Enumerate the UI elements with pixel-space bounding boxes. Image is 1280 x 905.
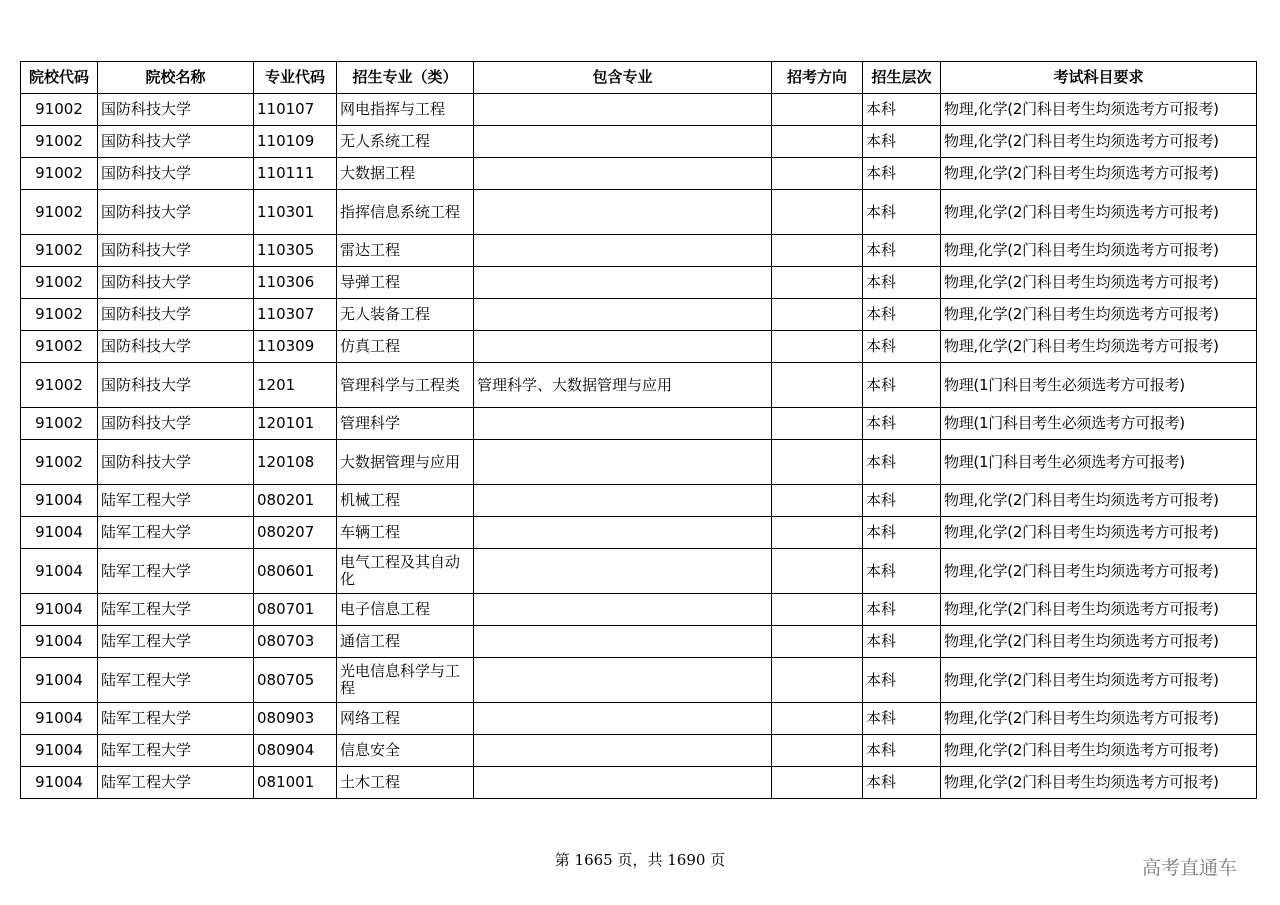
- table-row: [21, 408, 1257, 440]
- cell-included-majors: [474, 735, 772, 767]
- cell-major-name: 指挥信息系统工程: [337, 190, 474, 235]
- cell-direction: [772, 735, 863, 767]
- cell-included-majors: [474, 126, 772, 158]
- cell-school-name: 国防科技大学: [98, 408, 254, 440]
- cell-major-code: 080705: [254, 658, 337, 703]
- cell-school-code: 91002: [21, 267, 98, 299]
- cell-direction: [772, 594, 863, 626]
- cell-major-code: 120108: [254, 440, 337, 485]
- cell-subject-requirements: 物理,化学(2门科目考生均须选考方可报考): [941, 94, 1257, 126]
- cell-major-code: 110309: [254, 331, 337, 363]
- cell-school-code: 91002: [21, 363, 98, 408]
- cell-school-code: 91002: [21, 94, 98, 126]
- cell-major-code: 080601: [254, 549, 337, 594]
- cell-subject-requirements: 物理,化学(2门科目考生均须选考方可报考): [941, 299, 1257, 331]
- cell-direction: [772, 331, 863, 363]
- enrollment-table: [20, 61, 1257, 799]
- cell-included-majors: [474, 94, 772, 126]
- cell-major-name: 仿真工程: [337, 331, 474, 363]
- cell-major-code: 110109: [254, 126, 337, 158]
- table-row: [21, 331, 1257, 363]
- cell-included-majors: [474, 594, 772, 626]
- cell-included-majors: [474, 158, 772, 190]
- cell-subject-requirements: 物理,化学(2门科目考生均须选考方可报考): [941, 126, 1257, 158]
- cell-major-name: 大数据管理与应用: [337, 440, 474, 485]
- cell-level: 本科: [863, 735, 941, 767]
- cell-level: 本科: [863, 190, 941, 235]
- header-subject-requirements: 考试科目要求: [941, 62, 1257, 94]
- cell-major-name: 管理科学与工程类: [337, 363, 474, 408]
- cell-subject-requirements: 物理,化学(2门科目考生均须选考方可报考): [941, 331, 1257, 363]
- cell-school-code: 91002: [21, 408, 98, 440]
- cell-school-name: 国防科技大学: [98, 126, 254, 158]
- cell-direction: [772, 267, 863, 299]
- cell-level: 本科: [863, 703, 941, 735]
- cell-direction: [772, 235, 863, 267]
- cell-level: 本科: [863, 299, 941, 331]
- cell-school-name: 国防科技大学: [98, 235, 254, 267]
- cell-level: 本科: [863, 440, 941, 485]
- cell-school-code: 91004: [21, 703, 98, 735]
- cell-major-name: 雷达工程: [337, 235, 474, 267]
- cell-subject-requirements: 物理,化学(2门科目考生均须选考方可报考): [941, 267, 1257, 299]
- cell-major-name: 车辆工程: [337, 517, 474, 549]
- cell-direction: [772, 363, 863, 408]
- cell-level: 本科: [863, 658, 941, 703]
- table-row: [21, 363, 1257, 408]
- table-header-row: [21, 62, 1257, 94]
- cell-included-majors: [474, 235, 772, 267]
- cell-level: 本科: [863, 408, 941, 440]
- cell-school-code: 91002: [21, 190, 98, 235]
- table-row: [21, 126, 1257, 158]
- header-direction: 招考方向: [772, 62, 863, 94]
- cell-subject-requirements: 物理,化学(2门科目考生均须选考方可报考): [941, 235, 1257, 267]
- cell-major-code: 110111: [254, 158, 337, 190]
- cell-major-name: 电气工程及其自动化: [337, 549, 474, 594]
- cell-major-code: 110305: [254, 235, 337, 267]
- cell-school-name: 陆军工程大学: [98, 485, 254, 517]
- cell-direction: [772, 703, 863, 735]
- cell-direction: [772, 190, 863, 235]
- cell-major-name: 无人装备工程: [337, 299, 474, 331]
- table-row: [21, 767, 1257, 799]
- cell-major-code: 110306: [254, 267, 337, 299]
- cell-direction: [772, 658, 863, 703]
- table-row: [21, 549, 1257, 594]
- cell-level: 本科: [863, 485, 941, 517]
- cell-school-name: 国防科技大学: [98, 440, 254, 485]
- cell-included-majors: [474, 626, 772, 658]
- table-row: [21, 235, 1257, 267]
- cell-level: 本科: [863, 158, 941, 190]
- cell-school-name: 国防科技大学: [98, 94, 254, 126]
- cell-level: 本科: [863, 267, 941, 299]
- cell-included-majors: [474, 190, 772, 235]
- table-row: [21, 658, 1257, 703]
- cell-school-code: 91004: [21, 735, 98, 767]
- cell-direction: [772, 408, 863, 440]
- cell-school-code: 91002: [21, 126, 98, 158]
- cell-included-majors: [474, 485, 772, 517]
- cell-major-code: 080903: [254, 703, 337, 735]
- cell-direction: [772, 549, 863, 594]
- cell-included-majors: [474, 703, 772, 735]
- cell-level: 本科: [863, 767, 941, 799]
- cell-included-majors: [474, 517, 772, 549]
- cell-major-code: 081001: [254, 767, 337, 799]
- table-row: [21, 485, 1257, 517]
- cell-included-majors: [474, 331, 772, 363]
- header-included-majors: 包含专业: [474, 62, 772, 94]
- cell-school-name: 国防科技大学: [98, 158, 254, 190]
- cell-level: 本科: [863, 126, 941, 158]
- cell-level: 本科: [863, 594, 941, 626]
- cell-school-name: 陆军工程大学: [98, 517, 254, 549]
- table-row: [21, 626, 1257, 658]
- cell-school-code: 91004: [21, 767, 98, 799]
- cell-subject-requirements: 物理,化学(2门科目考生均须选考方可报考): [941, 594, 1257, 626]
- cell-major-name: 网络工程: [337, 703, 474, 735]
- cell-school-name: 国防科技大学: [98, 190, 254, 235]
- cell-direction: [772, 767, 863, 799]
- cell-major-code: 110307: [254, 299, 337, 331]
- cell-level: 本科: [863, 626, 941, 658]
- cell-subject-requirements: 物理(1门科目考生必须选考方可报考): [941, 440, 1257, 485]
- header-school-name: 院校名称: [98, 62, 254, 94]
- watermark-text: 高考直通车: [1142, 857, 1238, 879]
- cell-major-name: 导弹工程: [337, 267, 474, 299]
- cell-school-code: 91002: [21, 440, 98, 485]
- cell-level: 本科: [863, 235, 941, 267]
- cell-included-majors: [474, 299, 772, 331]
- cell-school-name: 陆军工程大学: [98, 767, 254, 799]
- cell-included-majors: [474, 549, 772, 594]
- cell-subject-requirements: 物理,化学(2门科目考生均须选考方可报考): [941, 735, 1257, 767]
- cell-major-code: 080207: [254, 517, 337, 549]
- cell-major-code: 080904: [254, 735, 337, 767]
- cell-included-majors: [474, 658, 772, 703]
- cell-major-name: 管理科学: [337, 408, 474, 440]
- header-major-name: 招生专业（类）: [337, 62, 474, 94]
- cell-major-code: 120101: [254, 408, 337, 440]
- cell-level: 本科: [863, 549, 941, 594]
- table-row: [21, 703, 1257, 735]
- cell-major-code: 110301: [254, 190, 337, 235]
- table-row: [21, 94, 1257, 126]
- cell-school-code: 91002: [21, 235, 98, 267]
- cell-major-name: 机械工程: [337, 485, 474, 517]
- cell-major-code: 1201: [254, 363, 337, 408]
- cell-school-name: 陆军工程大学: [98, 549, 254, 594]
- table-row: [21, 299, 1257, 331]
- cell-school-code: 91002: [21, 158, 98, 190]
- cell-direction: [772, 440, 863, 485]
- cell-school-name: 国防科技大学: [98, 331, 254, 363]
- table-row: [21, 158, 1257, 190]
- cell-major-name: 光电信息科学与工程: [337, 658, 474, 703]
- cell-school-name: 国防科技大学: [98, 267, 254, 299]
- cell-subject-requirements: 物理,化学(2门科目考生均须选考方可报考): [941, 658, 1257, 703]
- cell-level: 本科: [863, 517, 941, 549]
- cell-subject-requirements: 物理(1门科目考生必须选考方可报考): [941, 363, 1257, 408]
- cell-subject-requirements: 物理,化学(2门科目考生均须选考方可报考): [941, 767, 1257, 799]
- page-number: 第 1665 页，共 1690 页: [554, 851, 726, 869]
- cell-direction: [772, 158, 863, 190]
- table-row: [21, 440, 1257, 485]
- cell-direction: [772, 517, 863, 549]
- table-row: [21, 735, 1257, 767]
- cell-school-code: 91004: [21, 594, 98, 626]
- cell-school-name: 陆军工程大学: [98, 658, 254, 703]
- table-row: [21, 517, 1257, 549]
- cell-direction: [772, 94, 863, 126]
- cell-school-name: 国防科技大学: [98, 299, 254, 331]
- cell-major-code: 110107: [254, 94, 337, 126]
- cell-subject-requirements: 物理,化学(2门科目考生均须选考方可报考): [941, 190, 1257, 235]
- cell-school-name: 陆军工程大学: [98, 735, 254, 767]
- table-body: [21, 94, 1257, 799]
- cell-included-majors: [474, 408, 772, 440]
- cell-subject-requirements: 物理,化学(2门科目考生均须选考方可报考): [941, 549, 1257, 594]
- cell-school-name: 国防科技大学: [98, 363, 254, 408]
- cell-subject-requirements: 物理,化学(2门科目考生均须选考方可报考): [941, 703, 1257, 735]
- cell-direction: [772, 626, 863, 658]
- cell-school-code: 91002: [21, 299, 98, 331]
- cell-school-name: 陆军工程大学: [98, 626, 254, 658]
- header-level: 招生层次: [863, 62, 941, 94]
- cell-major-name: 通信工程: [337, 626, 474, 658]
- cell-major-name: 大数据工程: [337, 158, 474, 190]
- cell-school-code: 91004: [21, 549, 98, 594]
- cell-major-code: 080703: [254, 626, 337, 658]
- cell-school-name: 陆军工程大学: [98, 594, 254, 626]
- header-major-code: 专业代码: [254, 62, 337, 94]
- cell-direction: [772, 126, 863, 158]
- cell-school-code: 91004: [21, 626, 98, 658]
- cell-major-code: 080701: [254, 594, 337, 626]
- cell-direction: [772, 485, 863, 517]
- cell-included-majors: [474, 767, 772, 799]
- cell-subject-requirements: 物理,化学(2门科目考生均须选考方可报考): [941, 626, 1257, 658]
- cell-major-name: 信息安全: [337, 735, 474, 767]
- cell-major-name: 电子信息工程: [337, 594, 474, 626]
- table-row: [21, 267, 1257, 299]
- cell-major-name: 无人系统工程: [337, 126, 474, 158]
- cell-level: 本科: [863, 331, 941, 363]
- cell-school-code: 91002: [21, 331, 98, 363]
- cell-major-code: 080201: [254, 485, 337, 517]
- cell-level: 本科: [863, 363, 941, 408]
- cell-included-majors: [474, 267, 772, 299]
- cell-school-code: 91004: [21, 658, 98, 703]
- cell-level: 本科: [863, 94, 941, 126]
- cell-subject-requirements: 物理,化学(2门科目考生均须选考方可报考): [941, 158, 1257, 190]
- cell-subject-requirements: 物理,化学(2门科目考生均须选考方可报考): [941, 485, 1257, 517]
- header-school-code: 院校代码: [21, 62, 98, 94]
- cell-major-name: 土木工程: [337, 767, 474, 799]
- cell-school-code: 91004: [21, 485, 98, 517]
- cell-included-majors: [474, 440, 772, 485]
- cell-subject-requirements: 物理(1门科目考生必须选考方可报考): [941, 408, 1257, 440]
- cell-school-code: 91004: [21, 517, 98, 549]
- cell-subject-requirements: 物理,化学(2门科目考生均须选考方可报考): [941, 517, 1257, 549]
- cell-school-name: 陆军工程大学: [98, 703, 254, 735]
- table-row: [21, 594, 1257, 626]
- cell-major-name: 网电指挥与工程: [337, 94, 474, 126]
- cell-direction: [772, 299, 863, 331]
- cell-included-majors: 管理科学、大数据管理与应用: [474, 363, 772, 408]
- table-row: [21, 190, 1257, 235]
